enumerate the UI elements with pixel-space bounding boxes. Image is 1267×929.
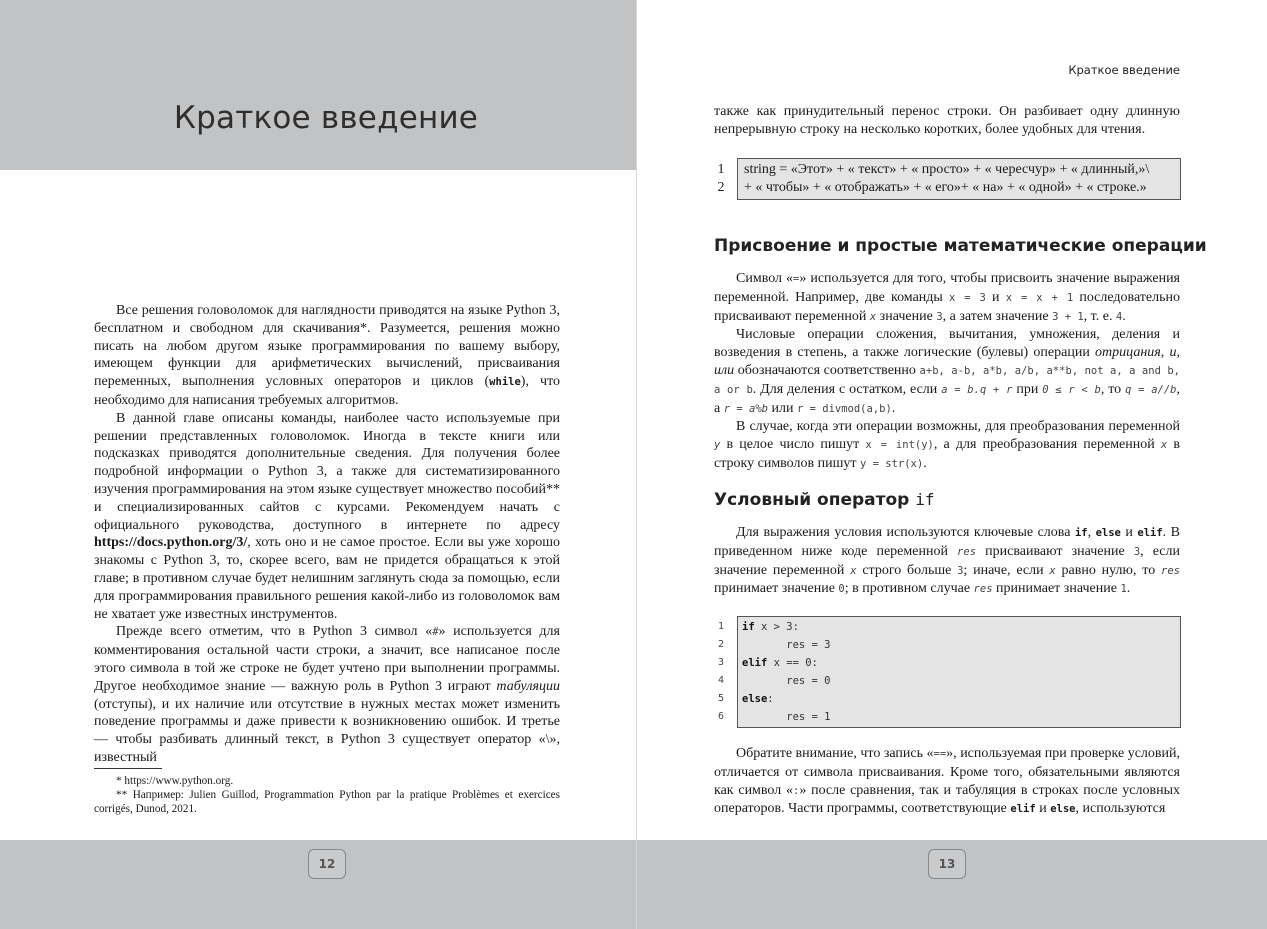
chapter-header-band — [0, 0, 636, 170]
footnote-1: * https://www.python.org. — [116, 775, 234, 787]
code-block-if — [737, 616, 1181, 728]
page-number-badge: 13 — [928, 849, 966, 879]
paragraph-3: Прежде всего отметим, что в Python 3 символ «#» используется для комментирования остальной части строки, а значит, все написаное после этого символа в той же строке не будет учтено при выполнении программы. Другое необходимое знание — важную роль в Python 3 играют табуляции (отступы), и их наличие или отсутствие в нужных местах может изменить поведение программы и даже привести к возникновению ошибок. И третье — чтобы разбивать длинный текст, в Python 3 существует оператор «\», известный — [94, 624, 560, 765]
section2-closing — [714, 745, 1180, 819]
s1-paragraph-3: В случае, когда эти операции возможны, для преобразования переменной y в целое число пишут x = int(y), а для преобразования переменной x в строку символов пишут y = str(x). — [714, 419, 1180, 471]
code-line: if x > 3: — [742, 621, 799, 633]
docs-url-link[interactable]: https://docs.python.org/3/ — [94, 535, 248, 551]
code-line: res = 1 — [742, 711, 831, 724]
paragraph-2: В данной главе описаны команды, наиболее часто используемые при решении представленных головоломок. Иногда в тексте книги или подсказках приводятся дополнительные сведения. Для получения более подробной информации о Python 3, а также для систематизированного изучения программирования на этом языке существует множество пособий** и специализированных сайтов с курсами. Рекомендуем начать с официального руководства, доступного в интернете по адресу https://docs.python.org/3/, хоть оно и не самое простое. Если вы уже хорошо знакомы с Python 3, то, скорее всего, вам не придется обращаться к этой главе; в противном случае будет нелишним заглянуть сюда за помощью, если для программирования правильного решения какой-либо из головоломок вам не хватает уже известных инструментов. — [94, 410, 560, 622]
footnotes — [94, 774, 560, 816]
code-line: res = 0 — [742, 675, 831, 688]
code-line: else: — [742, 693, 774, 706]
section-title-if: Условный оператор if — [714, 490, 935, 510]
code1-line-numbers: 1 2 — [717, 162, 725, 195]
section2-body — [714, 524, 1180, 599]
emphasis-tabulations: табуляции — [496, 678, 560, 694]
footnote-2: ** Например: Julien Guillod, Programmation Python par la pratique Problèmes et exercices corrigés, Dunod, 2021. — [94, 789, 560, 815]
chapter-title: Краткое введение — [173, 100, 479, 136]
code-line: elif x == 0: — [742, 657, 818, 670]
right-page — [637, 0, 1267, 929]
s2-paragraph-2: Обратите внимание, что запись «==», используемая при проверке условий, отличается от символа присваивания. Кроме того, обязательными являются как символ «:» после сравнения, так и табуляция в строках после условных операторов. Части программы, соответствующие elif и else, используются — [714, 746, 1181, 817]
right-footer-band — [637, 840, 1267, 929]
code-line: string = «Этот» + « текст» + « просто» + « чересчур» + « длинный,»\ — [744, 162, 1150, 177]
code-line: + « чтобы» + « отображать» + « его»+ « на» + « одной» + « строке.» — [744, 180, 1147, 195]
section1-body — [714, 270, 1180, 474]
section-title-assignment: Присвоение и простые математические операции — [714, 236, 1207, 256]
running-head: Краткое введение — [1068, 63, 1180, 77]
inline-code-while: while — [489, 376, 521, 389]
paragraph-1: Все решения головоломок для наглядности приводятся на языке Python 3, бесплатном и свободном для скачивания*. Разумеется, решения можно писать на любом другом языке программирования по вашему выбору, имеющем функции для арифметических вычислений, присваивания переменных, выполнения условных операторов и циклов (while), что необходимо для написания требуемых алгоритмов. — [94, 303, 561, 408]
page-number-badge: 12 — [308, 849, 346, 879]
code-line: res = 3 — [742, 639, 831, 652]
code-block-string — [737, 158, 1181, 200]
s1-paragraph-2: Числовые операции сложения, вычитания, умножения, деления и возведения в степень, а также логические (булевы) операции отрицания, и, или обозначаются соответственно a+b, a-b, a*b, a/b, a**b, not a, a and b, a or b. Для деления с остатком, если a = b.q + r при 0 ≤ r < b, то q = a//b, а r = a%b или r = divmod(a,b). — [714, 327, 1181, 416]
left-body-text — [94, 302, 560, 767]
intro-paragraph: также как принудительный перенос строки. Он разбивает одну длинную непрерывную строку на несколько коротких, более удобных для чтения. — [714, 104, 1180, 137]
hash-symbol: # — [432, 626, 439, 639]
s2-paragraph-1: Для выражения условия используются ключевые слова if, else и elif. В приведенном ниже коде переменной res присваивают значение 3, если значение переменной x строго больше 3; иначе, если x равно нулю, то res принимает значение 0; в противном случае res принимает значение 1. — [714, 525, 1181, 597]
code2-line-numbers: 1 2 3 4 5 6 — [717, 621, 725, 723]
footnote-divider — [94, 768, 162, 769]
s1-paragraph-1: Символ «=» используется для того, чтобы присвоить значение выражения переменной. Например, две команды x = 3 и x = x + 1 последовательно присваивают переменной x значение 3, а затем значение 3 + 1, т. е. 4. — [714, 271, 1181, 324]
left-footer-band — [0, 840, 636, 929]
